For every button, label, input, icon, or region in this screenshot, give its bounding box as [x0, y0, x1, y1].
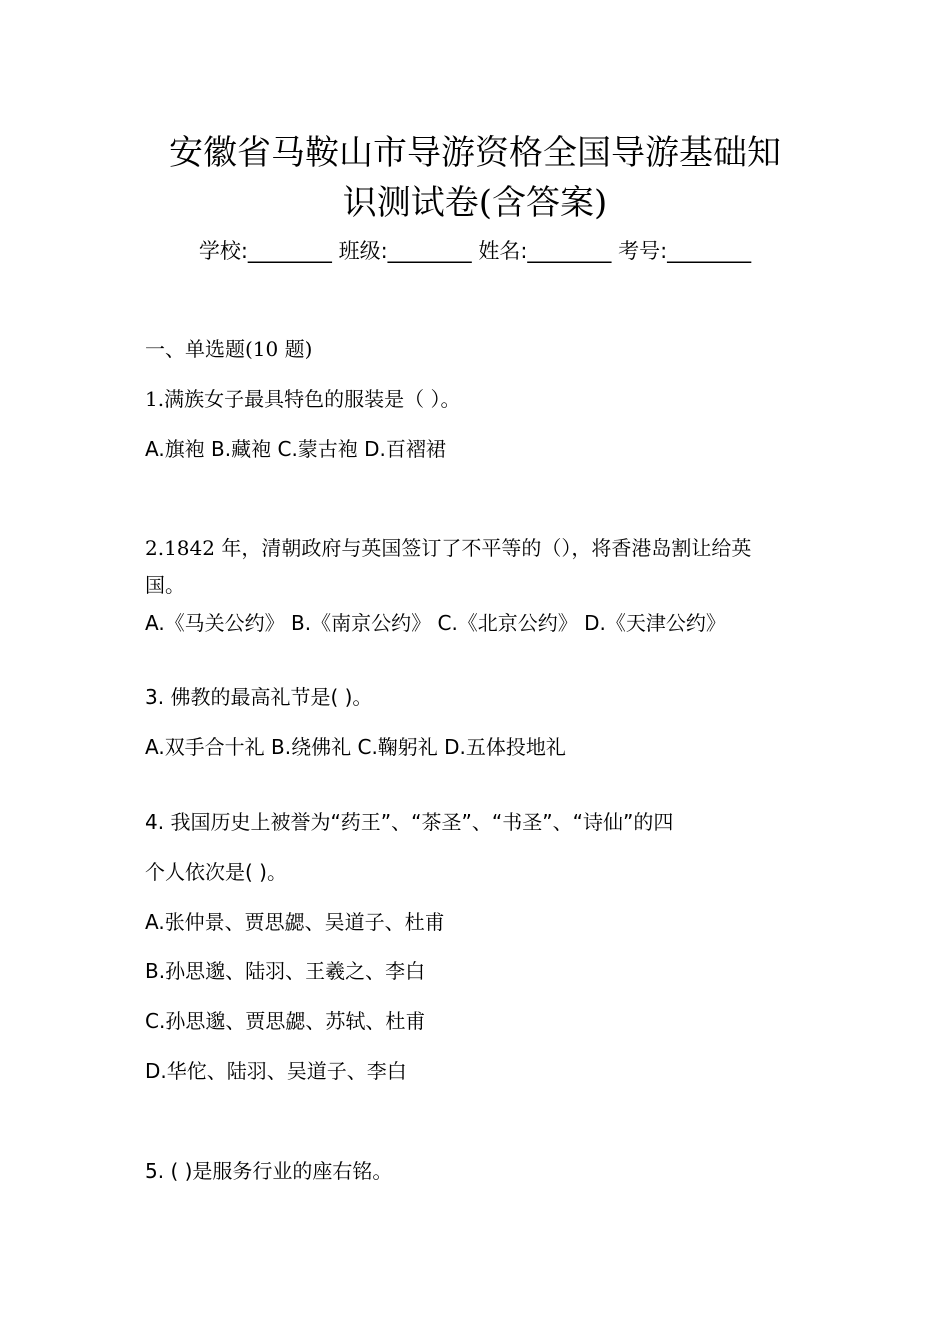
question-4-option-b: B.孙思邈、陆羽、王羲之、李白: [145, 959, 426, 983]
question-1-stem: 1.满族女子最具特色的服装是（ ）。: [145, 387, 461, 411]
student-info-line: 学校:________ 班级:________ 姓名:________ 考号:________: [198, 239, 752, 263]
question-4-stem-line-1: 4. 我国历史上被誉为“药王”、“茶圣”、“书圣”、“诗仙”的四: [145, 810, 674, 834]
question-1-options: A.旗袍 B.藏袍 C.蒙古袍 D.百褶裙: [145, 437, 446, 461]
section-heading: 一、单选题(10 题): [145, 337, 313, 361]
question-2-options: A.《马关公约》 B.《南京公约》 C.《北京公约》 D.《天津公约》: [145, 611, 726, 635]
question-3-options: A.双手合十礼 B.绕佛礼 C.鞠躬礼 D.五体投地礼: [145, 735, 566, 759]
question-4-option-c: C.孙思邈、贾思勰、苏轼、杜甫: [145, 1009, 426, 1033]
question-2-stem-line-1: 2.1842 年，清朝政府与英国签订了不平等的（），将香港岛割让给英: [145, 536, 752, 560]
question-4-option-a: A.张仲景、贾思勰、吴道子、杜甫: [145, 910, 445, 934]
question-5-stem: 5. ( )是服务行业的座右铭。: [145, 1159, 393, 1183]
document-title-line-1: 安徽省马鞍山市导游资格全国导游基础知: [169, 133, 781, 173]
question-2-stem-line-2: 国。: [145, 573, 185, 597]
question-4-stem-line-2: 个人依次是( )。: [145, 860, 287, 884]
document-title-line-2: 识测试卷(含答案): [342, 183, 608, 223]
question-3-stem: 3. 佛教的最高礼节是( )。: [145, 685, 373, 709]
question-4-option-d: D.华佗、陆羽、吴道子、李白: [145, 1059, 407, 1083]
